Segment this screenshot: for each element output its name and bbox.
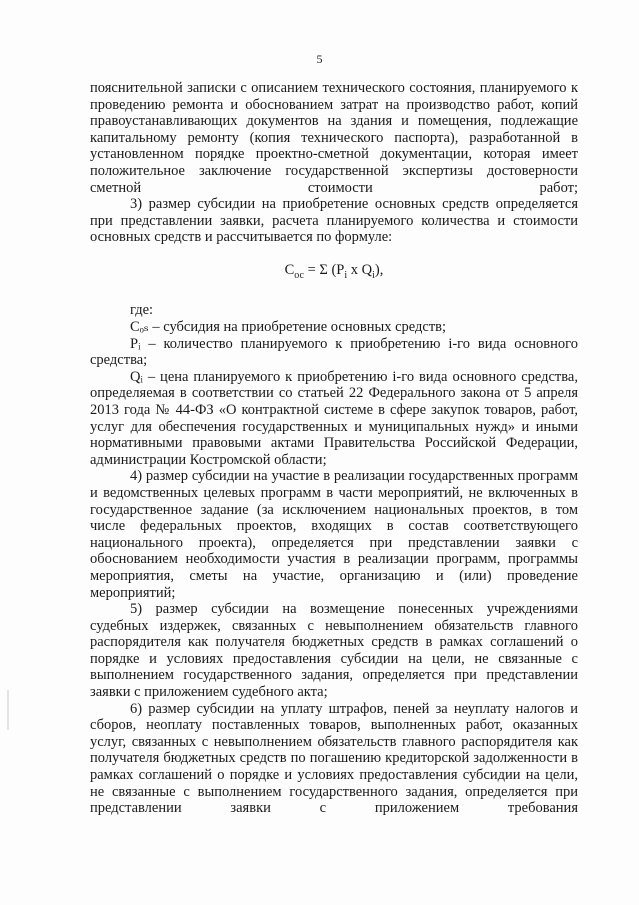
- document-body: [90, 80, 578, 817]
- formula-lhs: C: [284, 261, 295, 278]
- formula-q-sub: i: [372, 269, 375, 281]
- paragraph-item-4: 4) размер субсидии на участие в реализации государственных программ и ведомственных целевых программ в части мероприятий, не включенных в государственное задание (за исключением национальных проектов, в том числе федеральных проектов, входящих в состав соответствующего национального проекта), определяется при представлении заявки с обоснованием необходимости участия в реализации программ, программы мероприятия, сметы на участие, организацию и (или) проведение мероприятий;: [90, 468, 578, 601]
- formula-end: ),: [374, 261, 384, 278]
- definition-pi: Pᵢ – количество планируемого к приобретению i-го вида основного средства;: [90, 335, 578, 369]
- formula-times: x Q: [347, 261, 373, 278]
- scan-margin-mark: [7, 690, 9, 730]
- paragraph-item-5: 5) размер субсидии на возмещение понесенных учреждениями судебных издержек, связанных с невыполнением обязательств главного распорядителя как получателя бюджетных средств в рамках соглашений о порядке и условиях предоставления субсидии на цели, не связанные с выполнением государственного задания, определяется при представлении заявки с приложением судебного акта;: [90, 601, 578, 701]
- formula-p-sub: i: [344, 269, 348, 281]
- formula: [90, 262, 578, 284]
- where-label: где:: [130, 302, 154, 319]
- definition-qi: Qᵢ – цена планируемого к приобретению i-го вида основного средства, определяемая в соответствии со статьей 22 Федерального закона от 5 апреля 2013 года № 44-ФЗ «О контрактной системе в сфере закупок товаров, работ, услуг для обеспечения государственных и муниципальных нужд» и иными нормативными правовыми актами Правительства Российской Федерации, администрации Костромской области;: [90, 368, 578, 468]
- definition-coc: Cₒₛ – субсидия на приобретение основных средств;: [130, 319, 447, 336]
- formula-sum: = Σ (P: [303, 261, 345, 278]
- paragraph-explanatory-note: пояснительной записки с описанием технического состояния, планируемого к проведению ремонта и обоснованием затрат на производство работ, копий правоустанавливающих документов на здания и помещения, подлежащие капитальному ремонту (копия технического паспорта), разработанной в установленном порядке проектно-сметной документации, которая имеет положительное заключение государственной экспертизы достоверности сметной стоимости работ;: [90, 80, 578, 196]
- paragraph-item-6: 6) размер субсидии на уплату штрафов, пеней за неуплату налогов и сборов, неоплату поставленных товаров, выполненных работ, оказанных услуг, связанных с невыполнением обязательств главного распорядителя как получателя бюджетных средств по погашению кредиторской задолженности в рамках соглашений о порядке и условиях предоставления субсидии на цели, не связанные с выполнением государственного задания, определяется при представлении заявки с приложением требования: [90, 700, 578, 817]
- formula-lhs-sub: ос: [294, 269, 304, 281]
- paragraph-item-3: 3) размер субсидии на приобретение основных средств определяется при представлении заявки, расчета планируемого количества и стоимости основных средств и рассчитывается по формуле:: [90, 196, 578, 246]
- page-number: 5: [316, 52, 323, 66]
